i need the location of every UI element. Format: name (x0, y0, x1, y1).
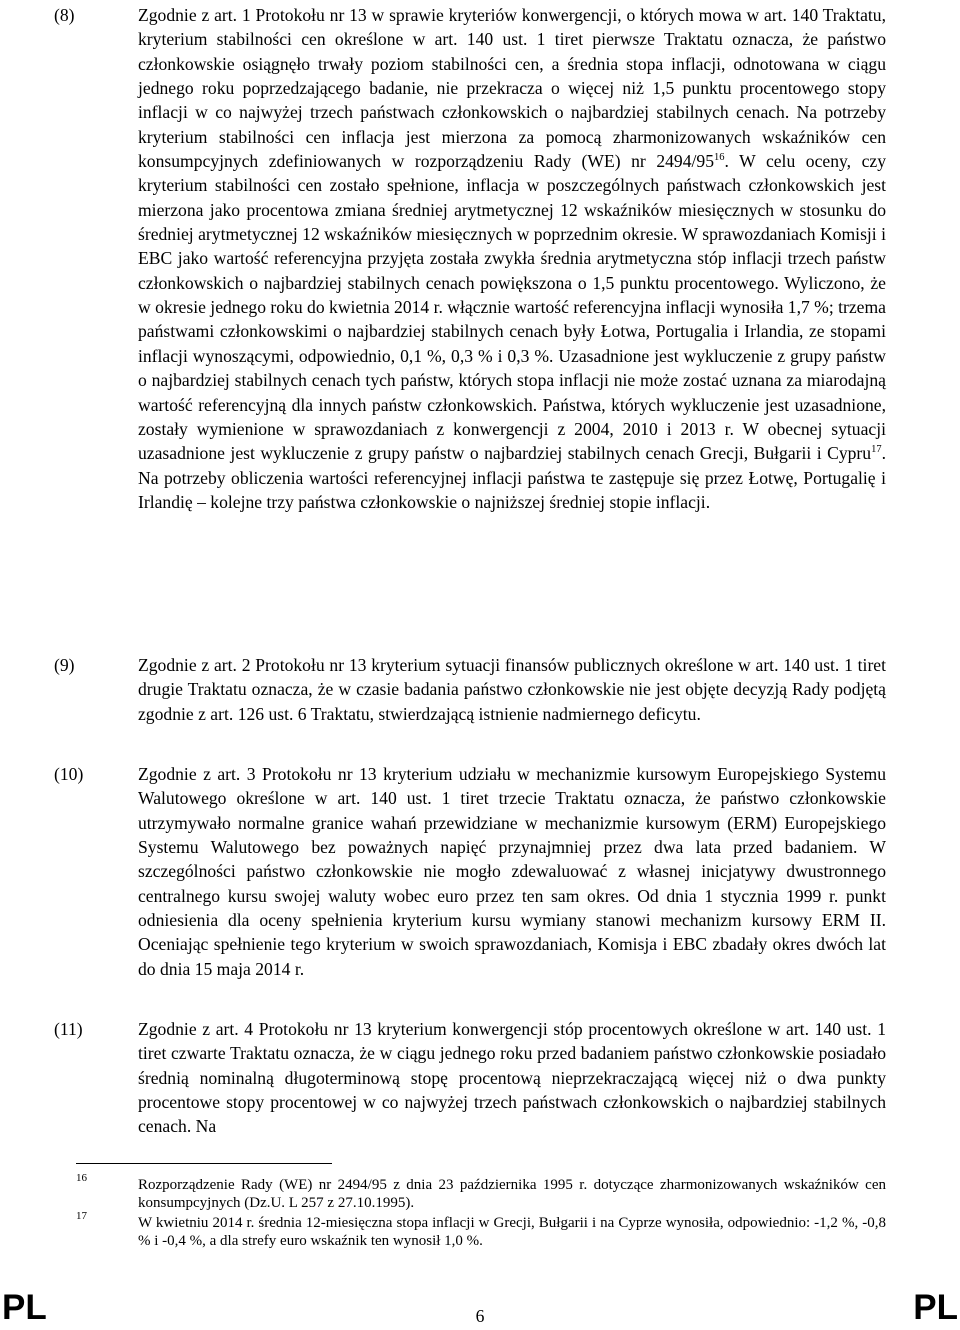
paragraph-text (138, 3, 886, 514)
paragraph-text-part: . Na potrzeby obliczenia wartości referencyjnej inflacji państwa te zastępuje się przez Łotwę, Portugalię i Irlandię – kolejne trzy państwa członkowskie o najniższej średniej stopie inflacji. (138, 443, 886, 512)
footnote-text: W kwietniu 2014 r. średnia 12-miesięczna stopa inflacji w Grecji, Bułgarii i na Cyprze wynosiła, odpowiednio: -1,2 %, -0,8 % i -0,4 %, a dla strefy euro wskaźnik ten wynosił 1,0 %. (138, 1215, 886, 1250)
paragraph-text: Zgodnie z art. 3 Protokołu nr 13 kryterium udziału w mechanizmie kursowym Europejskiego Systemu Walutowego określone w art. 140 ust. 1 tiret trzecie Traktatu oznacza, że państwo członkowskie utrzymywało normalne granice wahań przewidziane w mechanizmie kursowym (ERM) Europejskiego Systemu Walutowego bez poważnych napięć przynajmniej przez dwa lata przed badaniem. W szczególności państwo członkowskie nie mogło zdewaluować z własnej inicjatywy dwustronnego centralnego kursu swojej waluty wobec euro przez ten sam okres. Od dnia 1 stycznia 1999 r. punkt odniesienia dla oceny spełnienia kryterium kursu wymiany stanowi mechanizm kursowy ERM II. Oceniając spełnienie tego kryterium w swoich sprawozdaniach, Komisja i EBC zbadały okres dwóch lat do dnia 15 maja 2014 r. (138, 764, 886, 979)
footnote-separator (76, 1163, 332, 1164)
paragraph-number: (11) (54, 1019, 83, 1039)
footnote-text: Rozporządzenie Rady (WE) nr 2494/95 z dnia 23 października 1995 r. dotyczące zharmonizowanych wskaźników cen konsumpcyjnych (Dz.U. L 257 z 27.10.1995). (138, 1177, 886, 1212)
footnote-ref-16[interactable]: 16 (714, 152, 725, 164)
footnote-ref-17[interactable]: 17 (871, 444, 882, 456)
paragraph-text-part: . W celu oceny, czy kryterium stabilności cen zostało spełnione, inflacja w poszczególnych państwach członkowskich jest mierzona jako procentowa zmiana średniej arytmetycznej 12 wskaźników miesięcznych w stosunku do średniej arytmetycznej 12 wskaźników miesięcznych w poprzednim okresie. W sprawozdaniach Komisji i EBC jako wartość referencyjna przyjęta została zwykła średnia arytmetyczna stóp inflacji trzech państw członkowskich o najbardziej stabilnych cenach powiększona o 1,5 punktu procentowego. Wyliczono, że w okresie jednego roku do kwietnia 2014 r. włącznie wartość referencyjna inflacji wynosiła 1,7 %; trzema państwami członkowskimi o najbardziej stabilnych cenach były Łotwa, Portugalia i Irlandia, ze stopami inflacji wynoszącymi, odpowiednio, 0,1 %, 0,3 % i 0,3 %. Uzasadnione jest wykluczenie z grupy państw o najbardziej stabilnych cenach tych państw, których stopa inflacji nie może zostać uznana za miarodajną wartość referencyjną dla innych państw członkowskich. Państwa, których wykluczenie jest uzasadnione, zostały wymienione w sprawozdaniach z konwergencji z 2004, 2010 i 2013 r. W obecnej sytuacji uzasadnione jest wykluczenie z grupy państw o najbardziej stabilnych cenach Grecji, Bułgarii i Cypru (138, 151, 886, 464)
paragraph-number: (9) (54, 655, 75, 675)
paragraph-text: Zgodnie z art. 2 Protokołu nr 13 kryterium sytuacji finansów publicznych określone w art. 140 ust. 1 tiret drugie Traktatu oznacza, że w czasie badania państwo członkowskie nie jest objęte decyzją Rady podjętą zgodnie z art. 126 ust. 6 Traktatu, stwierdzającą istnienie nadmiernego deficytu. (138, 655, 886, 724)
footnote-number: 17 (76, 1210, 87, 1222)
paragraph-text-part: Zgodnie z art. 1 Protokołu nr 13 w sprawie kryteriów konwergencji, o których mowa w art. 140 Traktatu, kryterium stabilności cen określone w art. 140 ust. 1 tiret pierwsze Traktatu oznacza, że państwo członkowskie osiągnęło trwały poziom stabilności cen, a średnia stopa inflacji, odnotowana w ciągu jednego roku poprzedzającego badanie, nie przekracza o więcej niż 1,5 punktu procentowego stopy inflacji w co najwyżej trzech państwach członkowskich o najbardziej stabilnych cenach. Na potrzeby kryterium stabilności cen inflacja jest mierzona za pomocą zharmonizowanych wskaźników cen konsumpcyjnych zdefiniowanych w rozporządzeniu Rady (WE) nr 2494/95 (138, 5, 886, 172)
paragraph-text: Zgodnie z art. 4 Protokołu nr 13 kryterium konwergencji stóp procentowych określone w art. 140 ust. 1 tiret czwarte Traktatu oznacza, że w ciągu jednego roku przed badaniem państwo członkowskie posiadało średnią nominalną długoterminową stopę procentową nieprzekraczającą więcej niż o dwa punkty procentowe stopy procentowej w co najwyżej trzech państwach członkowskich o najbardziej stabilnych cenach. Na (138, 1019, 886, 1137)
paragraph-number: (8) (54, 5, 75, 25)
page-number: 6 (475, 1306, 485, 1326)
language-code-left: PL (2, 1288, 47, 1327)
paragraph-number: (10) (54, 764, 84, 784)
language-code-right: PL (913, 1288, 958, 1327)
footnote-number: 16 (76, 1172, 87, 1184)
